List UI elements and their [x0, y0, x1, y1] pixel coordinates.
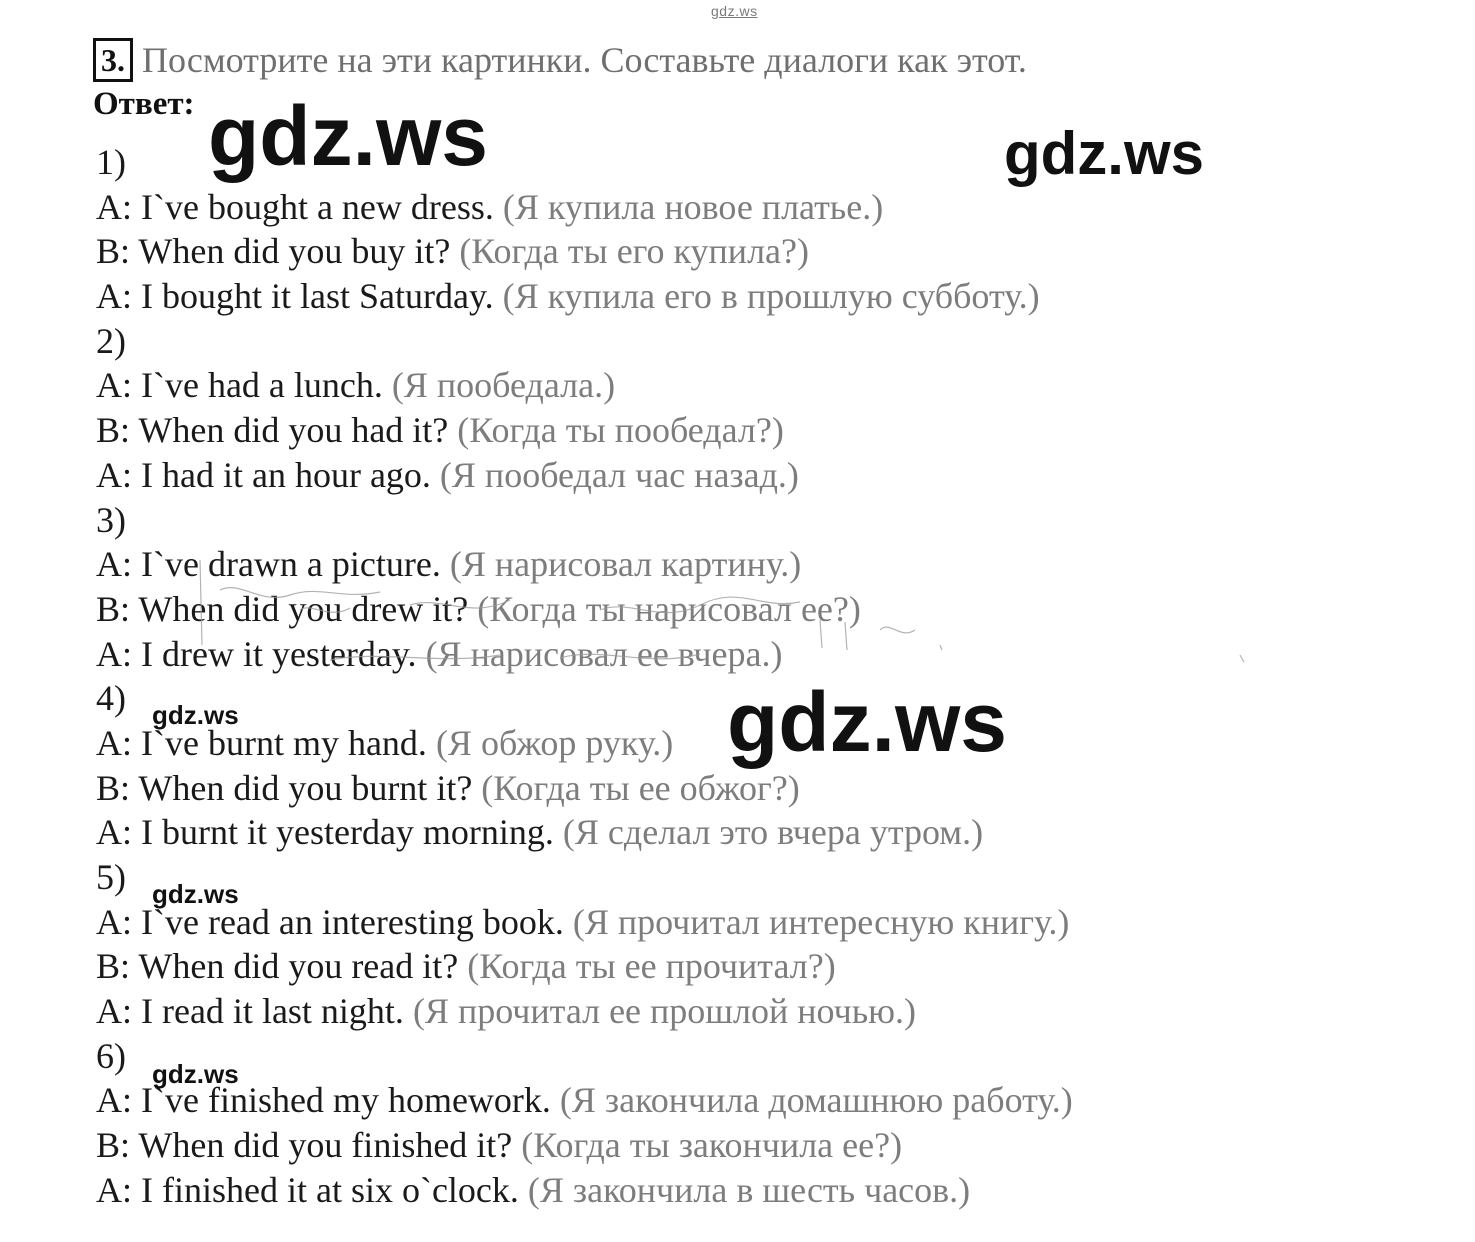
english-sentence: B: When did you finished it?: [96, 1125, 513, 1166]
russian-translation: (Я нарисовал ее вчера.): [425, 633, 783, 674]
english-sentence: A: I`ve had a lunch.: [96, 365, 383, 406]
english-sentence: A: I bought it last Saturday.: [96, 276, 494, 317]
watermark-small: gdz.ws: [152, 1059, 239, 1089]
dialogue-number: 5): [96, 857, 126, 897]
russian-translation: (Я прочитал интересную книгу.): [572, 901, 1070, 942]
russian-translation: (Я закончила в шесть часов.): [527, 1169, 971, 1210]
russian-translation: (Когда ты пообедал?): [457, 410, 784, 451]
english-sentence: B: When did you had it?: [96, 410, 449, 451]
watermark-medium: gdz.ws: [1004, 120, 1205, 187]
english-sentence: A: I finished it at six o`clock.: [96, 1169, 519, 1210]
english-sentence: B: When did you burnt it?: [96, 767, 473, 808]
russian-translation: (Я купила его в прошлую субботу.): [502, 276, 1040, 317]
russian-translation: (Я нарисовал картину.): [449, 544, 802, 585]
english-sentence: A: I`ve read an interesting book.: [96, 901, 564, 942]
dialogue-line: [96, 1123, 1436, 1168]
dialogue-line: [96, 1078, 1436, 1123]
russian-translation: (Я обжор руку.): [435, 722, 674, 763]
english-sentence: A: I`ve finished my homework.: [96, 1080, 551, 1121]
dialogue-line: [96, 274, 1436, 319]
russian-translation: (Я сделал это вчера утром.): [562, 812, 984, 853]
russian-translation: (Когда ты нарисовал ее?): [477, 588, 861, 629]
dialogue-line: [96, 453, 1436, 498]
dialogue-line: [96, 587, 1436, 632]
russian-translation: (Когда ты его купила?): [459, 231, 809, 272]
watermark-small: gdz.ws: [152, 700, 239, 730]
dialogue-number: 2): [96, 320, 126, 361]
dialogue-line: [96, 810, 1436, 855]
russian-translation: (Когда ты закончила ее?): [521, 1125, 903, 1166]
dialogue-line: [96, 766, 1436, 811]
dialogue-line: [96, 229, 1436, 274]
russian-translation: (Когда ты ее прочитал?): [467, 946, 836, 987]
task-number: 3.: [93, 38, 133, 82]
russian-translation: (Я пообедала.): [391, 365, 616, 406]
english-sentence: A: I`ve drawn a picture.: [96, 544, 441, 585]
english-sentence: B: When did you buy it?: [96, 231, 451, 272]
dialogue-line: [96, 408, 1436, 453]
dialogue-line: [96, 185, 1436, 230]
russian-translation: (Я пообедал час назад.): [439, 454, 799, 495]
russian-translation: (Я прочитал ее прошлой ночью.): [412, 991, 916, 1032]
english-sentence: A: I read it last night.: [96, 991, 404, 1032]
english-sentence: B: When did you read it?: [96, 946, 459, 987]
dialogue-line: [96, 1168, 1436, 1213]
dialogue-line: [96, 900, 1436, 945]
dialogue-line: [96, 363, 1436, 408]
watermark-large: gdz.ws: [727, 675, 1008, 769]
dialogue-number: 6): [96, 1035, 126, 1076]
russian-translation: (Я купила новое платье.): [502, 186, 884, 227]
english-sentence: A: I burnt it yesterday morning.: [96, 812, 554, 853]
russian-translation: (Я закончила домашнюю работу.): [559, 1080, 1073, 1121]
dialogue-number: 3): [96, 499, 126, 540]
task-header: [93, 38, 1027, 82]
dialogue-line: [96, 632, 1436, 677]
watermark-small: gdz.ws: [152, 879, 239, 909]
task-instruction: Посмотрите на эти картинки. Составьте диалоги как этот.: [142, 40, 1027, 80]
watermark-large: gdz.ws: [208, 89, 489, 183]
english-sentence: A: I had it an hour ago.: [96, 454, 431, 495]
english-sentence: B: When did you drew it?: [96, 588, 469, 629]
english-sentence: A: I drew it yesterday.: [96, 633, 417, 674]
english-sentence: A: I`ve burnt my hand.: [96, 722, 427, 763]
english-sentence: A: I`ve bought a new dress.: [96, 186, 494, 227]
dialogue-line: [96, 989, 1436, 1034]
russian-translation: (Когда ты ее обжог?): [481, 767, 800, 808]
dialogue-number: 1): [96, 142, 126, 182]
dialogue-line: [96, 542, 1436, 587]
dialogue-number: 4): [96, 678, 126, 719]
dialogue-line: [96, 944, 1436, 989]
answer-label: Ответ:: [93, 86, 195, 122]
site-mark[interactable]: gdz.ws: [711, 3, 758, 19]
